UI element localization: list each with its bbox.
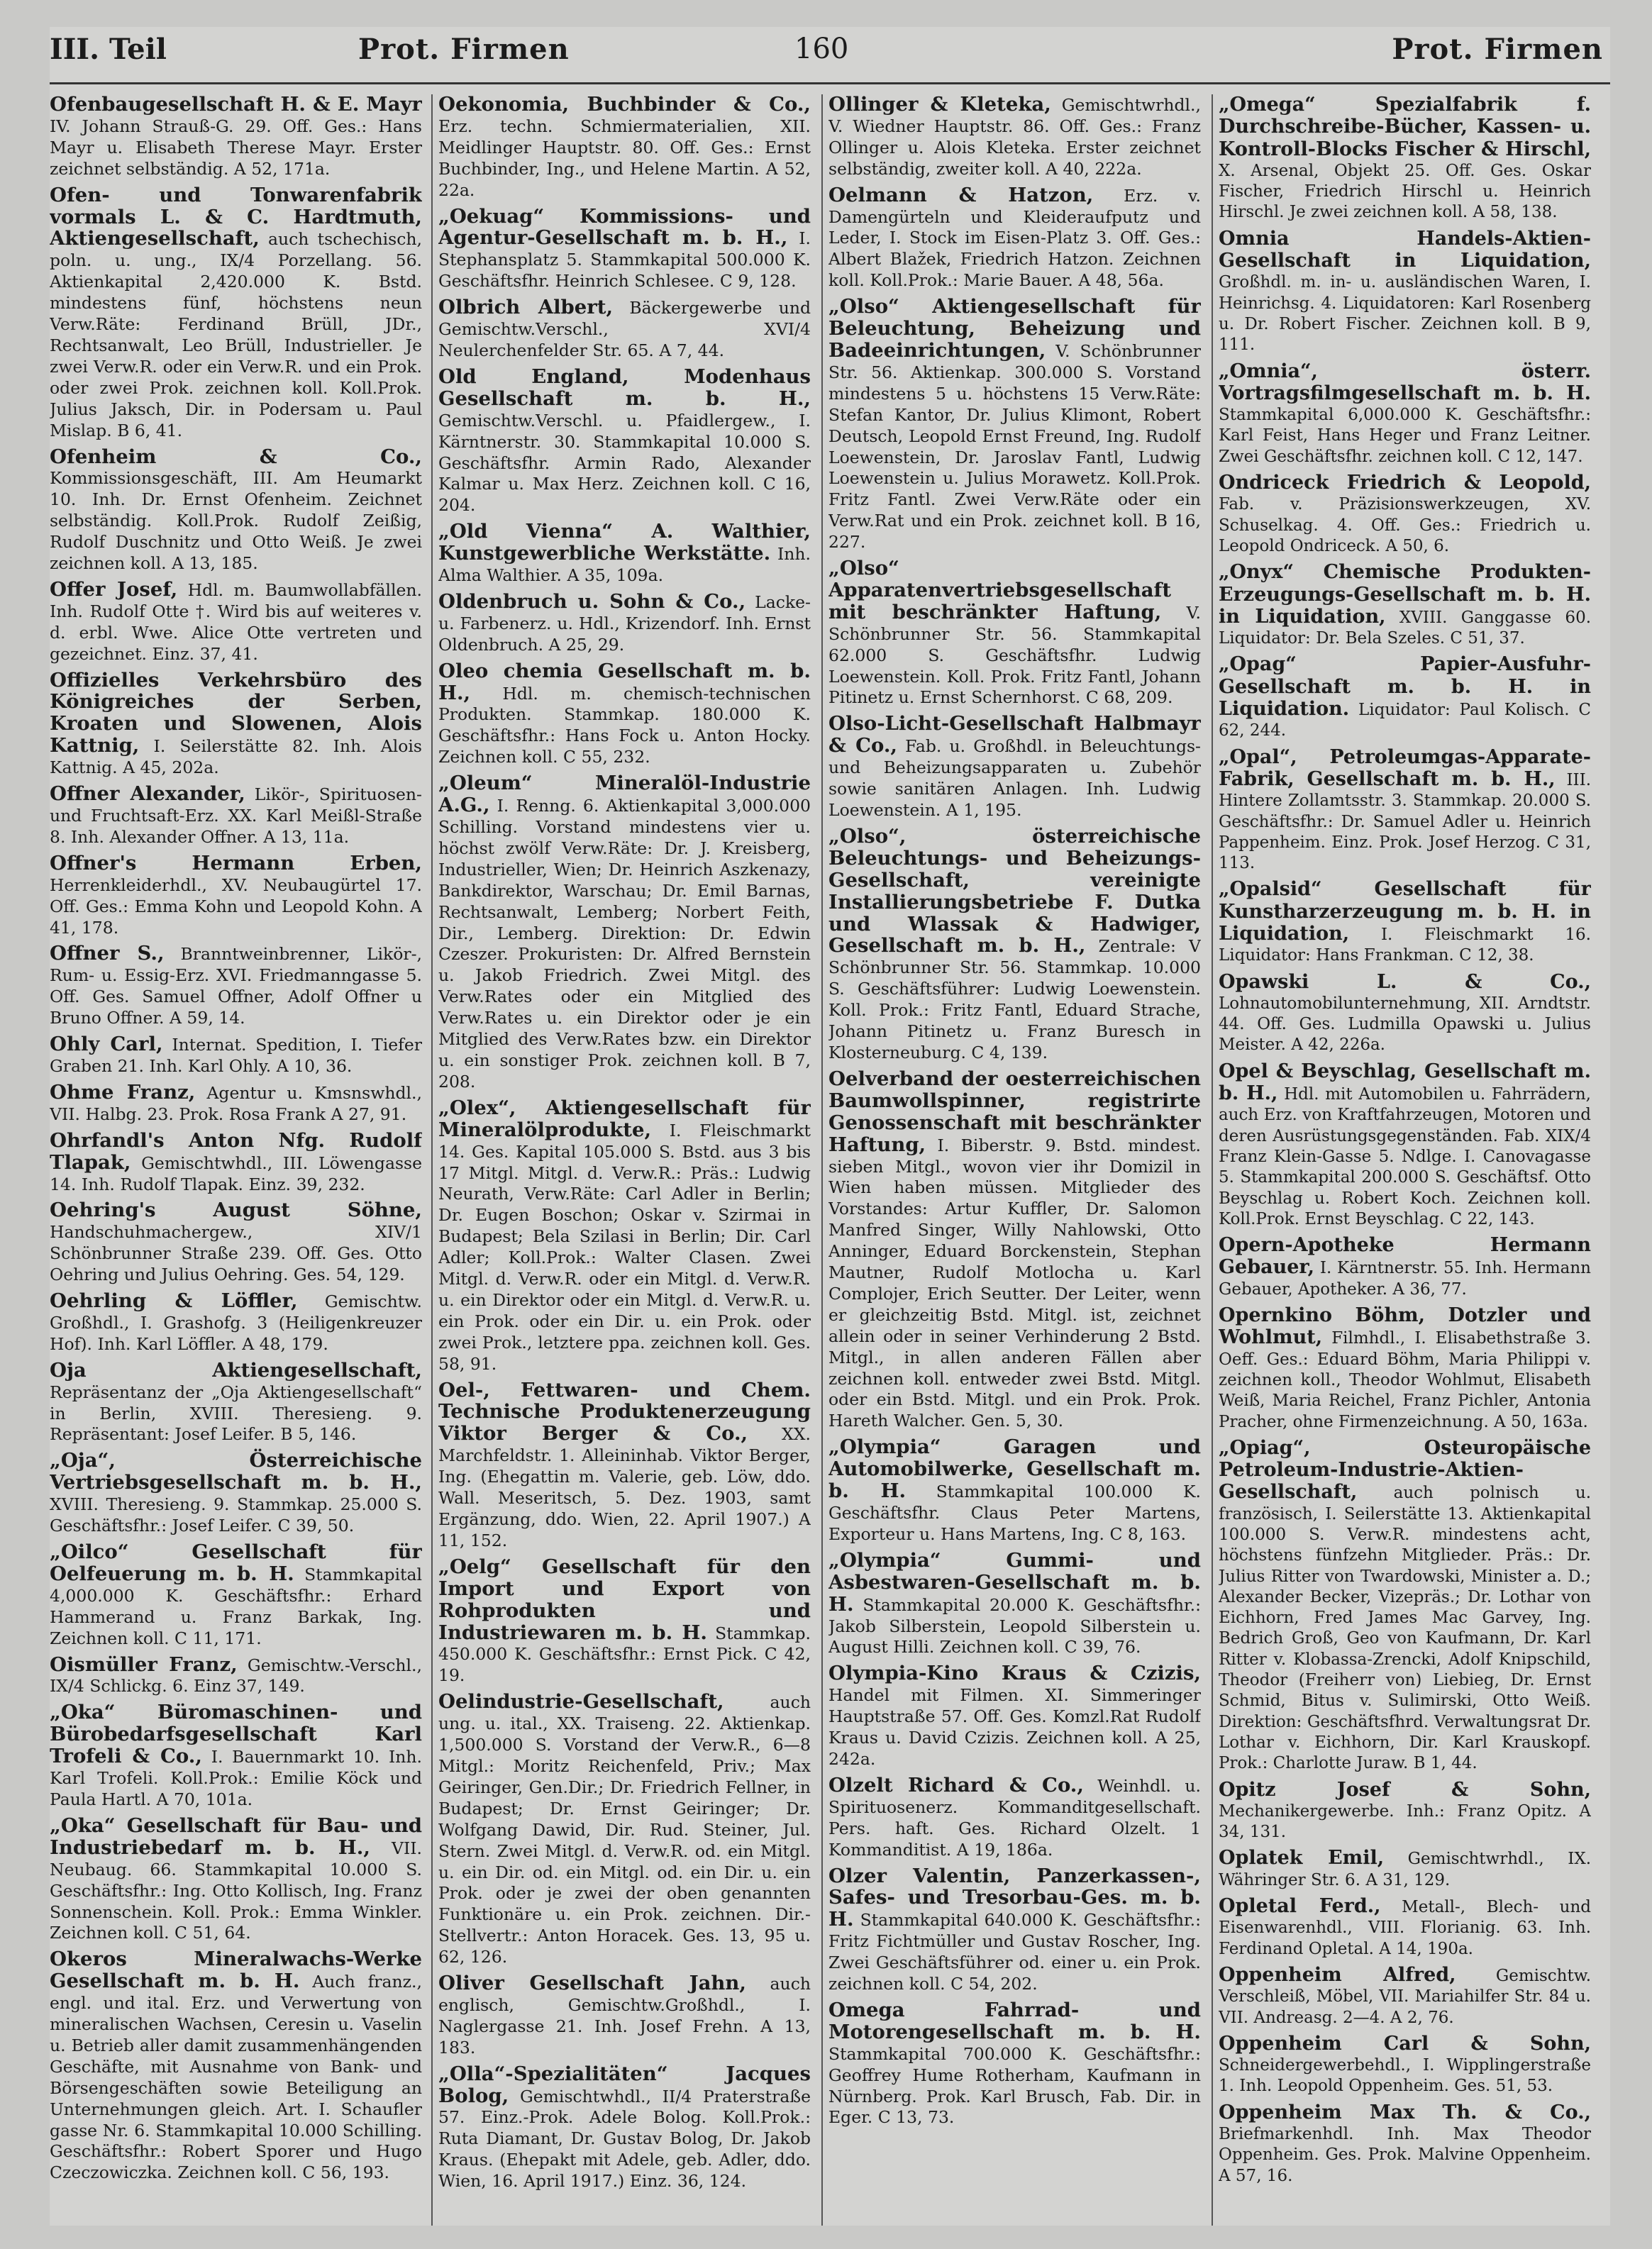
firm-details: Erz. techn. Schmiermaterialien, XII. Meidlinger Hauptstr. 80. Off. Ges.: Ernst Buchbinder, Ing., und Helene Martin. A 52, 22a. — [438, 116, 811, 200]
firm-details: Gemischtwhdl., II/4 Praterstraße 57. Einz.-Prok. Adele Bolog. Koll.Prok.: Ruta Diamant, Dr. Gustav Bolog, Dr. Jakob Kraus. (Ehepakt mit Adele, geb. Adler, ddo. Wien, 16. April 1917.) Einz. 36, 124. — [438, 2086, 811, 2192]
firm-entry — [50, 1450, 422, 1537]
firm-name: Olzer Valentin, Panzerkassen-, Safes- und Tresorbau-Ges. m. b. H. — [828, 1864, 1201, 1931]
firm-entry — [1219, 94, 1591, 223]
firm-name: „Oka“ Büromaschinen- und Bürobedarfsgesellschaft Karl Trofeli & Co., — [50, 1701, 422, 1768]
firm-name: Oppenheim Carl & Sohn, — [1219, 2032, 1591, 2055]
firm-details: Handschuhmachergew., XIV/1 Schönbrunner Straße 239. Off. Ges. Otto Oehring und Julius Oehring. Ges. 54, 129. — [50, 1222, 422, 1285]
firm-details: I. Kärntnerstr. 55. Inh. Hermann Gebauer, Apotheker. A 36, 77. — [1219, 1259, 1591, 1299]
firm-details: Metall-, Blech- und Eisenwarenhdl., VIII. Florianig. 63. Inh. Ferdinand Opletal. A 14, 190a. — [1219, 1898, 1591, 1958]
firm-entry — [50, 1082, 422, 1126]
part-label: III. Teil — [50, 33, 167, 66]
firm-name: „Oekuag“ Kommissions- und Agentur-Gesellschaft m. b. H., — [438, 204, 811, 250]
firm-details: Likör-, Spirituosen- und Fruchtsaft-Erz. XX. Karl Meißl-Straße 8. Inh. Alexander Offner. A 13, 11a. — [50, 784, 422, 847]
firm-entry — [438, 1557, 811, 1687]
firm-entry — [50, 185, 422, 442]
firm-name: Offner S., — [50, 942, 165, 965]
firm-name: „Old Vienna“ A. Walthier, Kunstgewerbliche Werkstätte. — [438, 520, 811, 565]
firm-name: Oelmann & Hatzon, — [828, 183, 1094, 206]
firm-entry — [438, 1380, 811, 1552]
directory-column-1 — [50, 94, 422, 2226]
firm-details: Mechanikergewerbe. Inh.: Franz Opitz. A 34, 131. — [1219, 1801, 1591, 1842]
firm-name: Oppenheim Max Th. & Co., — [1219, 2101, 1591, 2123]
firm-details: Agentur u. Kmsnswhdl., VII. Halbg. 23. Prok. Rosa Frank A 27, 91. — [50, 1082, 422, 1124]
firm-name: „Oka“ Gesellschaft für Bau- und Industriebedarf m. b. H., — [50, 1814, 422, 1859]
firm-details: XVIII. Ganggasse 60. Liquidator: Dr. Bela Szeles. C 51, 37. — [1219, 608, 1591, 648]
firm-name: Ohme Franz, — [50, 1080, 196, 1104]
firm-details: I. Bauernmarkt 10. Inh. Karl Trofeli. Koll.Prok.: Emilie Köck und Paula Hartl. A 70, 101a. — [50, 1747, 422, 1809]
firm-entry — [50, 1360, 422, 1446]
firm-details: Zentrale: V Schönbrunner Str. 56. Stammkap. 10.000 S. Geschäftsführer: Ludwig Loewenstein. Koll. Prok.: Fritz Fantl, Eduard Strache, Johann Pitinetz u. Franz Buresch in Klosterneuburg. C 4, 139. — [828, 936, 1201, 1062]
firm-entry — [50, 784, 422, 848]
firm-details: Hdl. mit Automobilen u. Fahrrädern, auch Erz. von Kraftfahrzeugen, Motoren und deren Ausrüstungsgegenständen. Fab. XIX/4 Franz Klein-Gasse 5. Ndlge. I. Canovagasse 5. Stammkapital 200.000 S. Geschäftsf. Otto Beyschlag u. Robert Koch. Zeichnen koll. Koll.Prok. Ernst Beyschlag. C 22, 143. — [1219, 1085, 1591, 1228]
firm-details: Stammkapital 6,000.000 K. Geschäftsfhr.: Karl Feist, Hans Heger und Franz Leitner. Zwei Geschäftsfhr. zeichnen koll. C 12, 147. — [1219, 406, 1591, 466]
firm-entry — [438, 1692, 811, 1968]
firm-details: Gemischtwhdl., III. Löwengasse 14. Inh. Rudolf Tlapak. Einz. 39, 232. — [50, 1153, 422, 1194]
firm-details: I. Seilerstätte 82. Inh. Alois Kattnig. A 45, 202a. — [50, 736, 422, 778]
firm-details: Stammkapital 100.000 K. Geschäftsfhr. Claus Peter Martens, Exporteur u. Hans Martens, Ing. C 8, 163. — [828, 1482, 1201, 1544]
firm-name: Oel-, Fettwaren- und Chem. Technische Produktenerzeugung Viktor Berger & Co., — [438, 1378, 811, 1445]
firm-entry — [828, 1437, 1201, 1545]
firm-details: XVIII. Theresieng. 9. Stammkap. 25.000 S. Geschäftsfhr.: Josef Leifer. C 39, 50. — [50, 1494, 422, 1536]
firm-entry — [1219, 1779, 1591, 1843]
firm-name: Oismüller Franz, — [50, 1653, 238, 1676]
directory-column-4 — [1219, 94, 1591, 2226]
firm-entry — [1219, 972, 1591, 1056]
firm-name: Ondriceck Friedrich & Leopold, — [1219, 472, 1591, 494]
firm-details: Stammkapital 640.000 K. Geschäftsfhr.: Fritz Fichtmüller und Gustav Roscher, Ing. Zwei Geschäftsführer od. einer u. ein Prok. zeichnen koll. C 54, 202. — [828, 1910, 1201, 1994]
firm-entry — [828, 826, 1201, 1064]
firm-name: Omega Fahrrad- und Motorengesellschaft m. b. H. — [828, 1998, 1201, 2043]
firm-name: Opern-Apotheke Hermann Gebauer, — [1219, 1234, 1591, 1279]
firm-name: Omnia Handels-Aktien-Gesellschaft in Liquidation, — [1219, 227, 1591, 272]
running-title-left: Prot. Firmen — [358, 33, 570, 66]
firm-name: Ollinger & Kleteka, — [828, 94, 1051, 116]
firm-entry — [1219, 1896, 1591, 1960]
firm-name: Olympia-Kino Kraus & Czizis, — [828, 1662, 1201, 1685]
firm-name: Opel & Beyschlag, Gesellschaft m. b. H., — [1219, 1060, 1591, 1105]
firm-name: „Olympia“ Gummi- und Asbestwaren-Gesellschaft m. b. H. — [828, 1548, 1201, 1616]
firm-entry — [50, 1655, 422, 1698]
firm-name: Oelindustrie-Gesellschaft, — [438, 1690, 724, 1714]
firm-entry — [50, 1816, 422, 1944]
firm-name: Oppenheim Alfred, — [1219, 1963, 1456, 1986]
firm-entry — [1219, 1965, 1591, 2028]
firm-details: Repräsentanz der „Oja Aktiengesellschaft“ in Berlin, XVIII. Theresieng. 9. Repräsentant: Josef Leifer. B 5, 146. — [50, 1382, 422, 1445]
firm-entry — [1219, 654, 1591, 741]
firm-details: I. Stephansplatz 5. Stammkapital 500.000 K. Geschäftsfhr. Heinrich Schlesee. C 9, 128. — [438, 228, 811, 291]
firm-entry — [1219, 361, 1591, 467]
firm-entry — [438, 521, 811, 587]
firm-entry — [50, 1291, 422, 1355]
firm-name: Opernkino Böhm, Dotzler und Wohlmut, — [1219, 1304, 1591, 1349]
firm-name: Olso-Licht-Gesellschaft Halbmayr & Co., — [828, 712, 1201, 757]
page-number: 160 — [794, 33, 849, 65]
firm-details: Stammkap. 450.000 K. Geschäftsfhr.: Ernst Pick. C 42, 19. — [438, 1623, 811, 1686]
firm-entry — [1219, 1305, 1591, 1433]
firm-name: Ofenbaugesellschaft H. & E. Mayr — [50, 94, 422, 116]
firm-name: Ofen- und Tonwarenfabrik vormals L. & C. Hardtmuth, Aktiengesellschaft, — [50, 183, 422, 250]
firm-name: „Onyx“ Chemische Produkten-Erzeugungs-Gesellschaft m. b. H. in Liquidation, — [1219, 561, 1591, 628]
firm-entry — [438, 1098, 811, 1375]
firm-entry — [828, 1866, 1201, 1995]
firm-name: Old England, Modenhaus Gesellschaft m. b. H., — [438, 365, 811, 410]
firm-details: V. Schönbrunner Str. 56. Stammkapital 62.000 S. Geschäftsfhr. Ludwig Loewenstein. Koll. Prok. Fritz Fantl, Johann Pitinetz u. Ernst Schernhorst. C 68, 209. — [828, 602, 1201, 708]
firm-details: auch tschechisch, poln. u. ung., IX/4 Porzellang. 56. Aktienkapital 2,420.000 K. Bstd. mindestens fünf, höchstens neun Verw.Räte: Ferdinand Brüll, JDr., Rechtsanwalt, Leo Brüll, Industrieller. Je zwei Verw.R. oder ein Verw.R. und ein Prok. oder zwei Prok. zeichnen koll. Koll.Prok. Julius Jaksch, Dir. in Podersam u. Paul Mislap. B 6, 41. — [50, 229, 422, 440]
firm-details: Internat. Spedition, I. Tiefer Graben 21. Inh. Karl Ohly. A 10, 36. — [50, 1035, 422, 1076]
firm-details: Erz. v. Damengürteln und Kleideraufputz und Leder, I. Stock im Eisen-Platz 3. Off. Ges.: Albert Blažek, Friedrich Hatzon. Zeichnen koll. Koll.Prok.: Marie Bauer. A 48, 56a. — [828, 185, 1201, 291]
firm-details: I. Fleischmarkt 14. Ges. Kapital 105.000 S. Bstd. aus 3 bis 17 Mitgl. Mitgl. d. Verw.R.: Präs.: Ludwig Neurath, Verw.Räte: Carl Adler in Berlin; Dr. Eugen Boschon; Oskar v. Szirmai in Budapest; Bela Szilasi in Berlin; Dir. Carl Adler; Koll.Prok.: Walter Clasen. Zwei Mitgl. d. Verw.R. oder ein Mitgl. d. Verw.R. u. ein Direktor oder ein Mitgl. d. Verw.R. u. ein Prok. oder ein Dir. u. ein Prok. oder zwei Prok., letztere ppa. zeichnen koll. Ges. 58, 91. — [438, 1120, 811, 1374]
firm-name: Oekonomia, Buchbinder & Co., — [438, 94, 811, 116]
firm-details: Stammkapital 4,000.000 K. Geschäftsfhr.: Erhard Hammerand u. Franz Barkak, Ing. Zeichnen koll. C 11, 171. — [50, 1564, 422, 1648]
firm-details: Branntweinbrenner, Likör-, Rum- u. Essig-Erz. XVI. Friedmanngasse 5. Off. Ges. Samuel Offner, Adolf Offner u Bruno Offner. A 59, 14. — [50, 944, 422, 1028]
firm-details: VII. Neubaug. 66. Stammkapital 10.000 S. Geschäftsfhr.: Ing. Otto Kollisch, Ing. Franz Sonnenschein. Koll. Prok.: Emma Winkler. Zeichnen koll. C 51, 64. — [50, 1838, 422, 1943]
firm-details: Liquidator: Paul Kolisch. C 62, 244. — [1219, 701, 1591, 740]
firm-entry — [50, 447, 422, 574]
firm-details: Briefmarkenhdl. Inh. Max Theodor Oppenheim. Ges. Prok. Malvine Oppenheim. A 57, 16. — [1219, 2125, 1591, 2185]
firm-details: Schneidergewerbehdl., I. Wipplingerstraße 1. Inh. Leopold Oppenheim. Ges. 51, 53. — [1219, 2056, 1591, 2096]
firm-name: „Olso“ Apparatenvertriebsgesellschaft mit beschränkter Haftung, — [828, 557, 1172, 623]
firm-name: Ofenheim & Co., — [50, 445, 422, 468]
firm-entry — [828, 713, 1201, 821]
firm-entry — [438, 367, 811, 516]
firm-name: Olbrich Albert, — [438, 296, 614, 319]
directory-columns — [50, 94, 1610, 2226]
firm-entry — [1219, 879, 1591, 966]
firm-entry — [50, 943, 422, 1029]
firm-entry — [828, 185, 1201, 292]
firm-name: Oleo chemia Gesellschaft m. b. H., — [438, 659, 811, 704]
firm-entry — [1219, 1235, 1591, 1300]
firm-details: Gemischtw. Großhdl., I. Grashofg. 3 (Heiligenkreuzer Hof). Inh. Karl Löffler. A 48, 179. — [50, 1292, 422, 1354]
firm-details: I. Biberstr. 9. Bstd. mindest. sieben Mitgl., wovon vier ihr Domizil in Wien haben müssen. Mitglieder des Vorstandes: Artur Kuffler, Dr. Salomon Manfred Singer, Willy Nahlowski, Otto Anninger, Eduard Borckenstein, Stephan Mautner, Rudolf Motlocha u. Karl Complojer, Erich Seutter. Der Leiter, wenn er gleichzeitig Bstd. Mitgl. ist, zeichnet allein oder in seiner Verhinderung 2 Bstd. Mitgl., in allen anderen Fällen aber zeichnen koll. entweder zwei Bstd. Mitgl. oder ein Bstd. Mitgl. und ein Prok. Prok. Hareth Walcher. Gen. 5, 30. — [828, 1135, 1201, 1431]
firm-entry — [50, 579, 422, 665]
firm-entry — [828, 1775, 1201, 1861]
firm-entry — [1219, 562, 1591, 649]
directory-column-2 — [438, 94, 811, 2226]
firm-details: auch ung. u. ital., XX. Traiseng. 22. Aktienkap. 1,500.000 S. Vorstand der Verw.R., 6—8 Mitgl.: Moritz Reichenfeld, Priv.; Max Geiringer, Gen.Dir.; Dr. Friedrich Fellner, in Budapest; Dr. Ernst Geiringer; Dr. Wolfgang Dawid, Dir. Rud. Steiner, Jul. Stern. Zwei Mitgl. d. Verw.R. od. ein Mitgl. u. ein Dir. od. ein Mitgl. od. ein Dir. u. ein Prok. oder je zwei der oben genannten Funktionäre u. ein Prok. zeichnen. Dir.-Stellvertr.: Anton Horacek. Ges. 13, 95 u. 62, 126. — [438, 1692, 811, 1967]
firm-details: Weinhdl. u. Spirituosenerz. Kommanditgesellschaft. Pers. haft. Ges. Richard Olzelt. 1 Kommanditist. A 19, 186a. — [828, 1775, 1201, 1860]
firm-details: Fab. u. Großhdl. in Beleuchtungs- und Beheizungsapparaten u. Zubehör sowie sanitären Anlagen. Inh. Ludwig Loewenstein. A 1, 195. — [828, 736, 1201, 820]
firm-details: Großhdl. m. in- u. ausländischen Waren, I. Heinrichsg. 4. Liquidatoren: Karl Rosenberg u. Dr. Robert Fischer. Zeichnen koll. B 9, 111. — [1219, 273, 1591, 355]
firm-entry — [438, 773, 811, 1093]
firm-details: Auch franz., engl. und ital. Erz. und Verwertung von mineralischen Wachsen, Ceresin u. Vaselin u. Betrieb aller damit zusammenhängenden Geschäfte, mit Ausnahme von Bank- und Börsengeschäften sowie Beteiligung an Unternehmungen gleich. Art. I. Schaufler gasse Nr. 6. Stammkapital 10.000 Schilling. Geschäftsfhr.: Robert Sporer und Hugo Czeczowiczka. Zeichnen koll. C 56, 193. — [50, 1972, 422, 2183]
firm-details: Gemischtwrhdl., IX. Währinger Str. 6. A 31, 129. — [1219, 1850, 1591, 1889]
firm-name: Opawski L. & Co., — [1219, 970, 1591, 993]
firm-details: auch polnisch u. französisch, I. Seilerstätte 13. Aktienkapital 100.000 S. Verw.R. mindestens acht, höchstens fünfzehn Mitglieder. Präs.: Dr. Julius Ritter von Twardowski, Minister a. D.; Alexander Becker, Vizepräs.; Dr. Lothar von Eichhorn, Fred James Mac Garvey, Ing. Bedrich Groß, Geo von Kaufmann, Dr. Karl Ritter v. Klobassa-Zrencki, Adolf Knipschild, Theodor (Freiherr von) Liebieg, Dr. Ernst Schmid, Bitus v. Sulimirski, Otto Weiß. Direktion: Geschäftsfhrd. Verwaltungsrat Dr. Lothar v. Eichhorn, Dir. Karl Krauskopf. Prok.: Charlotte Juraw. B 1, 44. — [1219, 1484, 1591, 1773]
directory-column-3 — [828, 94, 1201, 2226]
firm-details: Filmhdl., I. Elisabethstraße 3. Oeff. Ges.: Eduard Böhm, Maria Philippi v. zeichnen koll., Theodor Wohlmut, Elisabeth Weiß, Maria Reichel, Franz Pichler, Antonia Pracher, ohne Firmenzeichnung. A 50, 163a. — [1219, 1329, 1591, 1431]
firm-details: I. Renng. 6. Aktienkapital 3,000.000 Schilling. Vorstand mindestens vier u. höchst zwölf Verw.Räte: Dr. J. Kreisberg, Industrieller, Wien; Dr. Heinrich Aszkenazy, Bankdirektor, Warschau; Dr. Emil Barnas, Rechtsanwalt, Lemberg; Norbert Feith, Dir., Lemberg. Direktion: Dr. Edwin Czeszer. Prokuristen: Dr. Alfred Bernstein u. Jakob Friedrich. Zwei Mitgl. des Verw.Rates oder ein Mitglied des Verw.Rates u. ein Direktor oder je ein Mitglied des Verw.Rates bzw. ein Direktor u. ein sonstiger Prok. zeichnen koll. B 7, 208. — [438, 796, 811, 1092]
firm-name: „Omega“ Spezialfabrik f. Durchschreibe-Bücher, Kassen- u. Kontroll-Blocks Fischer & Hirschl, — [1219, 94, 1591, 160]
firm-entry — [1219, 228, 1591, 356]
firm-entry — [50, 1200, 422, 1286]
firm-details: III. Hintere Zollamtsstr. 3. Stammkap. 20.000 S. Geschäftsfhr.: Dr. Samuel Adler u. Heinrich Pappenheim. Einz. Prok. Josef Herzog. C 31, 113. — [1219, 770, 1591, 873]
firm-entry — [1219, 2102, 1591, 2187]
firm-details: Fab. v. Präzisionswerkzeugen, XV. Schuselkag. 4. Off. Ges.: Friedrich u. Leopold Ondriceck. A 50, 6. — [1219, 495, 1591, 555]
firm-entry — [50, 1034, 422, 1077]
firm-name: Ohly Carl, — [50, 1033, 163, 1056]
firm-name: „Olso“, österreichische Beleuchtungs- und Beheizungs-Gesellschaft, vereinigte Installierungsbetriebe F. Dutka und Wlassak & Hadwiger, Gesellschaft m. b. H., — [828, 824, 1201, 957]
firm-entry — [828, 2000, 1201, 2128]
firm-details: Lohnautomobilunternehmung, XII. Arndtstr. 44. Off. Ges. Ludmilla Opawski u. Julius Meister. A 42, 226a. — [1219, 994, 1591, 1055]
firm-entry — [828, 296, 1201, 553]
firm-name: „Omnia“, österr. Vortragsfilmgesellschaft m. b. H. — [1219, 360, 1591, 404]
firm-name: Offer Josef, — [50, 577, 178, 601]
firm-name: „Olympia“ Garagen und Automobilwerke, Gesellschaft m. b. H. — [828, 1436, 1201, 1503]
firm-details: XX. Marchfeldstr. 1. Alleininhab. Viktor Berger, Ing. (Ehegattin m. Valerie, geb. Löw, ddo. Wall. Meseritsch, 5. Dez. 1903, samt Ergänzung, ddo. Wien, 22. April 1907.) A 11, 152. — [438, 1424, 811, 1550]
firm-entry — [1219, 1848, 1591, 1891]
firm-entry — [438, 2064, 811, 2192]
firm-entry — [1219, 472, 1591, 557]
firm-details: auch englisch, Gemischtw.Großhdl., I. Naglergasse 21. Inh. Josef Frehn. A 13, 183. — [438, 1974, 811, 2058]
firm-entry — [828, 1663, 1201, 1770]
firm-entry — [438, 94, 811, 201]
firm-name: Oliver Gesellschaft Jahn, — [438, 1972, 746, 1995]
firm-details: Herrenkleiderhdl., XV. Neubaugürtel 17. Off. Ges.: Emma Kohn und Leopold Kohn. A 41, 178. — [50, 874, 422, 938]
firm-name: „Oilco“ Gesellschaft für Oelfeuerung m. b. H. — [50, 1540, 422, 1585]
firm-details: Stammkapital 700.000 K. Geschäftsfhr.: Geoffrey Hume Rotherham, Kaufmann in Nürnberg. Prok. Karl Brusch, Fab. Dir. in Eger. C 13, 73. — [828, 2043, 1201, 2128]
firm-name: Oehring's August Söhne, — [50, 1199, 422, 1222]
firm-details: V. Schönbrunner Str. 56. Aktienkap. 300.000 S. Vorstand mindestens 5 u. höchstens 15 Verw.Räte: Stefan Kantor, Dr. Julius Klimont, Robert Deutsch, Leopold Ernst Freund, Ing. Rudolf Loewenstein, Dr. Jaroslav Fantl, Ludwig Loewenstein u. Julius Morawetz. Koll.Prok. Fritz Fantl. Zwei Verw.Räte oder ein Verw.Rat und ein Prok. zeichnet koll. B 16, 227. — [828, 340, 1201, 552]
firm-details: I. Fleischmarkt 16. Liquidator: Hans Frankman. C 12, 38. — [1219, 925, 1591, 965]
firm-entry — [438, 297, 811, 362]
firm-details: Handel mit Filmen. XI. Simmeringer Hauptstraße 57. Off. Ges. Komzl.Rat Rudolf Kraus u. David Czizis. Zeichnen koll. A 25, 242a. — [828, 1685, 1201, 1769]
firm-name: Ohrfandl's Anton Nfg. Rudolf Tlapak, — [50, 1128, 422, 1174]
firm-name: Offner Alexander, — [50, 782, 245, 806]
firm-entry — [50, 1128, 422, 1196]
firm-entry — [1219, 747, 1591, 874]
firm-details: Gemischtw. Verschleiß, Möbel, VII. Mariahilfer Str. 84 u. VII. Andreasg. 2—4. A 2, 76. — [1219, 1966, 1591, 2027]
firm-entry — [50, 1949, 422, 2184]
firm-name: „Olex“, Aktiengesellschaft für Mineralölprodukte, — [438, 1096, 811, 1141]
firm-name: Oja Aktiengesellschaft, — [50, 1358, 422, 1382]
firm-details: Inh. Alma Walthier. A 35, 109a. — [438, 544, 811, 586]
firm-name: Oldenbruch u. Sohn & Co., — [438, 589, 746, 613]
firm-name: „Oja“, Österreichische Vertriebsgesellschaft m. b. H., — [50, 1449, 422, 1494]
firm-details: Lacke- u. Farbenerz. u. Hdl., Krizendorf. Inh. Ernst Oldenbruch. A 25, 29. — [438, 592, 811, 655]
firm-name: Oplatek Emil, — [1219, 1847, 1385, 1870]
firm-details: Hdl. m. chemisch-technischen Produkten. Stammkap. 180.000 K. Geschäftsfhr.: Hans Fock u. Anton Hocky. Zeichnen koll. C 55, 232. — [438, 683, 811, 767]
firm-entry — [438, 589, 811, 656]
firm-entry — [1219, 1061, 1591, 1230]
firm-entry — [828, 1550, 1201, 1659]
firm-name: „Opal“, Petroleumgas-Apparate-Fabrik, Gesellschaft m. b. H., — [1219, 745, 1591, 790]
firm-name: Olzelt Richard & Co., — [828, 1773, 1084, 1797]
firm-entry — [828, 558, 1201, 709]
firm-details: Gemischtw.Verschl. u. Pfaidlergew., I. Kärntnerstr. 30. Stammkapital 10.000 S. Geschäftsfhr. Armin Rado, Alexander Kalmar u. Max Herz. Zeichnen koll. C 16, 204. — [438, 410, 811, 516]
firm-entry — [828, 94, 1201, 180]
firm-entry — [50, 670, 422, 779]
firm-name: Offizielles Verkehrsbüro des Königreiches der Serben, Kroaten und Slowenen, Alois Kattnig, — [50, 668, 422, 757]
firm-details: Gemischtwrhdl., V. Wiedner Hauptstr. 86. Off. Ges.: Franz Ollinger u. Alois Kleteka. Erster zeichnet selbständig, zweiter koll. A 40, 222a. — [828, 95, 1201, 179]
firm-name: Opletal Ferd., — [1219, 1895, 1381, 1918]
firm-name: „Opiag“, Osteuropäische Petroleum-Industrie-Aktien-Gesellschaft, — [1219, 1436, 1591, 1504]
firm-entry — [438, 206, 811, 293]
firm-details: Hdl. m. Baumwollabfällen. Inh. Rudolf Otte †. Wird bis auf weiteres v. d. erbl. Wwe. Alice Otte vertreten und gezeichnet. Einz. 37, 41. — [50, 579, 422, 664]
firm-details: IV. Johann Strauß-G. 29. Off. Ges.: Hans Mayr u. Elisabeth Therese Mayr. Erster zeichnet selbständig. A 52, 171a. — [50, 116, 422, 179]
firm-entry — [50, 1542, 422, 1650]
directory-page — [50, 27, 1610, 2226]
firm-entry — [1219, 1438, 1591, 1775]
firm-name: „Opag“ Papier-Ausfuhr-Gesellschaft m. b. H. in Liquidation. — [1219, 653, 1591, 721]
firm-details: X. Arsenal, Objekt 25. Off. Ges. Oskar Fischer, Friedrich Hirschl u. Heinrich Hirschl. Je zwei zeichnen koll. A 58, 138. — [1219, 161, 1591, 222]
firm-details: Stammkapital 20.000 K. Geschäftsfhr.: Jakob Silberstein, Leopold Silberstein u. August Hilli. Zeichnen koll. C 39, 76. — [828, 1594, 1201, 1657]
firm-details: Gemischtw.-Verschl., IX/4 Schlickg. 6. Einz 37, 149. — [50, 1655, 422, 1697]
firm-entry — [50, 1702, 422, 1811]
firm-name: Okeros Mineralwachs-Werke Gesellschaft m. b. H. — [50, 1948, 422, 1993]
firm-name: Opitz Josef & Sohn, — [1219, 1778, 1591, 1801]
firm-name: „Olla“-Spezialitäten“ Jacques Bolog, — [438, 2062, 811, 2107]
firm-name: Oehrling & Löffler, — [50, 1289, 298, 1313]
page-header — [50, 27, 1610, 77]
firm-name: „Oelg“ Gesellschaft für den Import und Export von Rohprodukten und Industriewaren m. b. H. — [438, 1555, 811, 1644]
header-rule — [50, 82, 1610, 84]
running-title-right: Prot. Firmen — [1392, 33, 1603, 66]
firm-name: Offner's Hermann Erben, — [50, 851, 422, 874]
firm-name: „Oleum“ Mineralöl-Industrie A.G., — [438, 772, 811, 817]
firm-name: „Opalsid“ Gesellschaft für Kunstharzerzeugung m. b. H. in Liquidation, — [1219, 878, 1591, 945]
firm-name: Oelverband der oesterreichischen Baumwollspinner, registrirte Genossenschaft mit beschränkter Haftung, — [828, 1067, 1201, 1156]
firm-details: Bäckergewerbe und Gemischtw.Verschl., XVI/4 Neulerchenfelder Str. 65. A 7, 44. — [438, 298, 811, 360]
firm-entry — [438, 661, 811, 769]
firm-entry — [50, 853, 422, 939]
firm-entry — [438, 1973, 811, 2059]
firm-entry — [1219, 2033, 1591, 2097]
firm-entry — [828, 1069, 1201, 1432]
firm-entry — [50, 94, 422, 180]
firm-name: „Olso“ Aktiengesellschaft für Beleuchtung, Beheizung und Badeeinrichtungen, — [828, 295, 1201, 362]
firm-details: Kommissionsgeschäft, III. Am Heumarkt 10. Inh. Dr. Ernst Ofenheim. Zeichnet selbständig. Koll.Prok. Rudolf Zeißig, Rudolf Duschnitz und Otto Weiß. Je zwei zeichnen koll. A 13, 185. — [50, 468, 422, 574]
